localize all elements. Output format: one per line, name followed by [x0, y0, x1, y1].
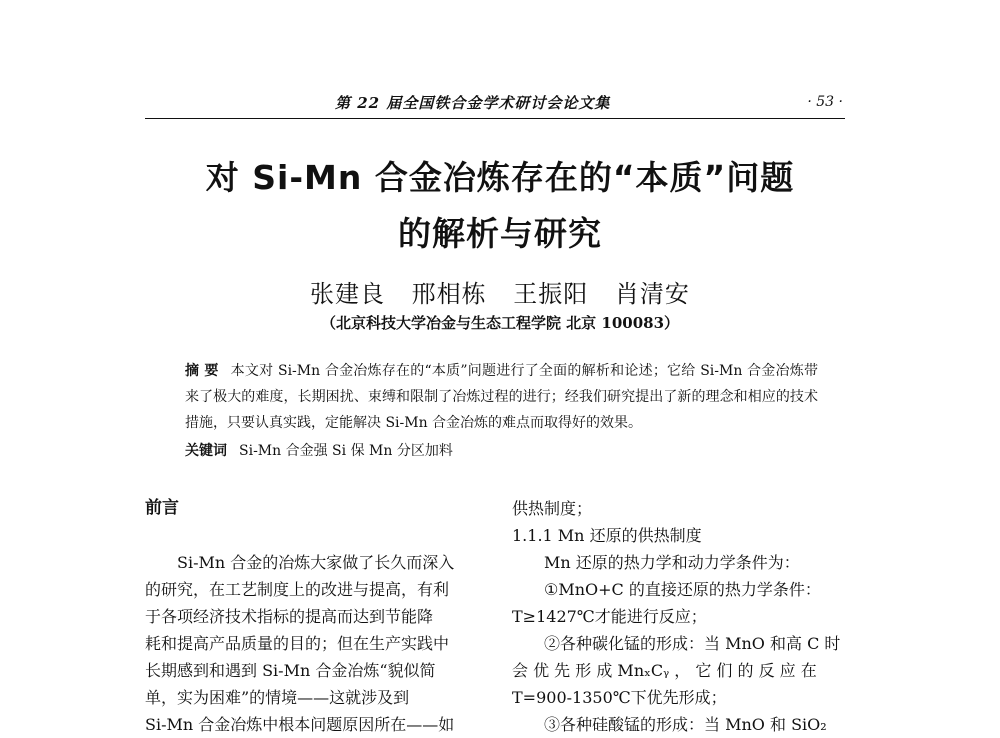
- running-header: [145, 92, 845, 119]
- affiliation: （北京科技大学冶金与生态工程学院 北京 100083）: [320, 314, 680, 332]
- body-line: ③各种硅酸锰的形成：当 MnO 和 SiO₂: [544, 715, 827, 734]
- body-line: T=900-1350℃下优先形成；: [512, 688, 727, 707]
- body-line: 会 优 先 形 成 MnₓCᵧ ， 它 们 的 反 应 在: [512, 661, 817, 680]
- body-line: 耗和提高产品质量的目的；但在生产实践中: [145, 634, 450, 653]
- body-line: 于各项经济技术指标的提高而达到节能降: [145, 607, 434, 626]
- body-line: Si-Mn 合金冶炼中根本问题原因所在——如: [145, 715, 455, 734]
- keywords-label: 关键词: [185, 443, 227, 459]
- body-line: ①MnO+C 的直接还原的热力学条件：: [544, 580, 821, 599]
- authors: 张建良 邢相栋 王振阳 肖清安: [310, 280, 690, 308]
- body-line: 供热制度；: [512, 499, 593, 518]
- page-number: · 53 ·: [807, 94, 843, 110]
- keywords: [185, 440, 453, 460]
- subsection-heading: 1.1.1 Mn 还原的供热制度: [512, 526, 702, 545]
- body-line: 的研究，在工艺制度上的改进与提高，有利: [145, 580, 450, 599]
- proceedings-title: 第 22 届全国铁合金学术研讨会论文集: [335, 94, 611, 112]
- abstract-label: 摘 要: [185, 363, 219, 379]
- body-line: Si-Mn 合金的冶炼大家做了长久而深入: [177, 553, 455, 572]
- body-line: ②各种碳化锰的形成：当 MnO 和高 C 时: [544, 634, 841, 653]
- paper-title-line-2: 的解析与研究: [398, 214, 602, 253]
- left-column: [145, 495, 483, 738]
- body-line: 单，实为困难”的情境——这就涉及到: [145, 688, 410, 707]
- right-column: [512, 495, 847, 738]
- abstract-text: 本文对 Si-Mn 合金冶炼存在的“本质”问题进行了全面的解析和论述；它给 Si-Mn 合金冶炼带来了极大的难度，长期困扰、束缚和限制了冶炼过程的进行；经我们研究提出了新的理念和相应的技术措施，只要认真实践，定能解决 Si-Mn 合金冶炼的难点而取得好的效果。: [185, 363, 819, 431]
- section-heading-preface: 前言: [145, 498, 179, 518]
- paper-title-line-1: 对 Si-Mn 合金冶炼存在的“本质”问题: [205, 158, 795, 197]
- body-line: Mn 还原的热力学和动力学条件为：: [544, 553, 800, 572]
- abstract: [185, 358, 818, 436]
- body-line: 长期感到和遇到 Si-Mn 合金冶炼“貌似简: [145, 661, 436, 680]
- keywords-text: Si-Mn 合金强 Si 保 Mn 分区加料: [239, 443, 453, 459]
- body-line: T≥1427℃才能进行反应；: [512, 607, 707, 626]
